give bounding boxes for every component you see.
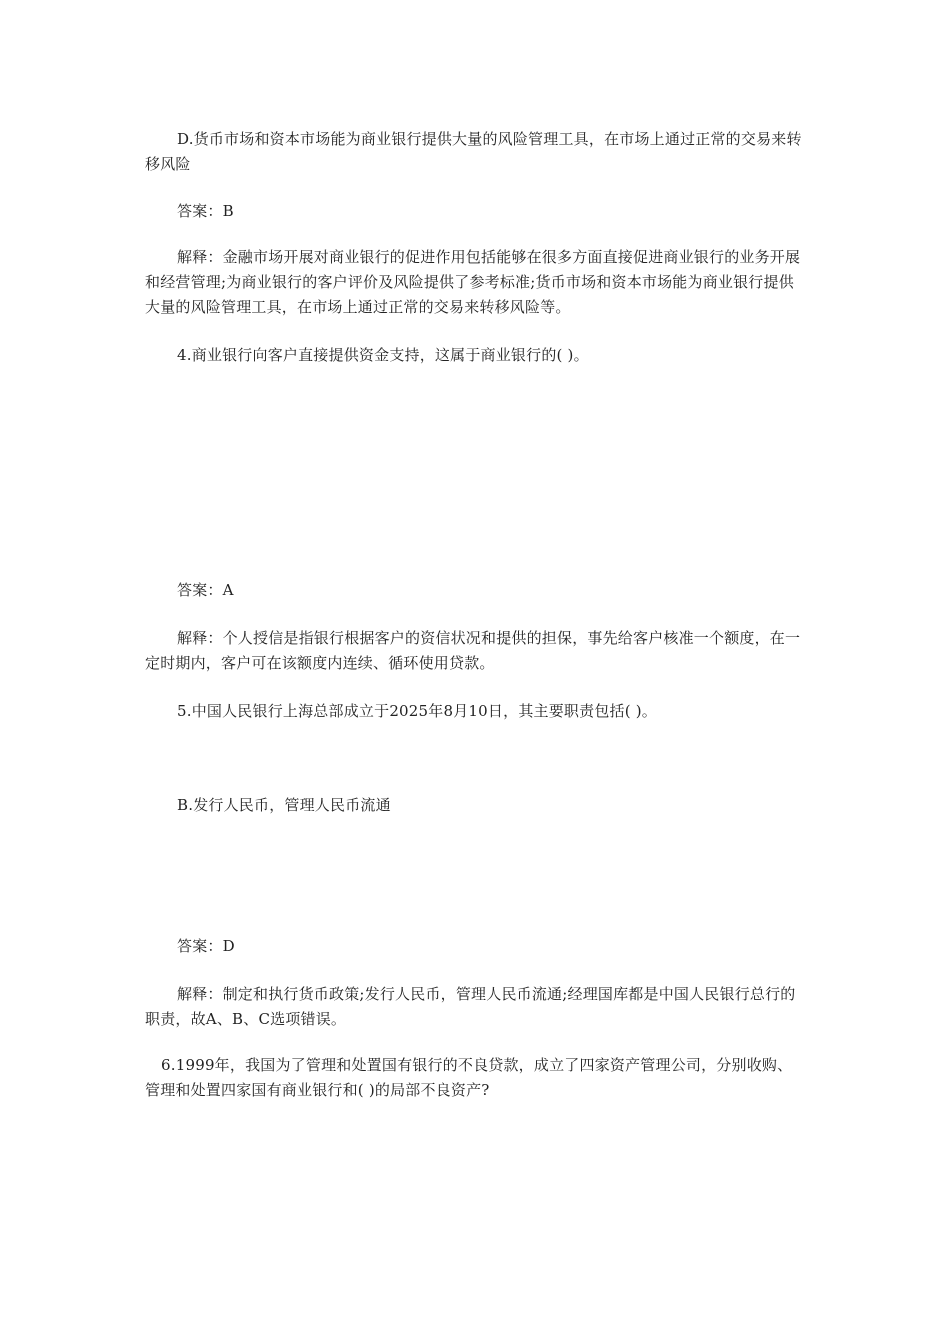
question-4-text: 4.商业银行向客户直接提供资金支持，这属于商业银行的( )。 [177, 346, 589, 364]
answer-line: 答案：B [177, 202, 234, 220]
option-b-text: B.发行人民币，管理人民币流通 [177, 796, 391, 814]
option-d-text: D.货币市场和资本市场能为商业银行提供大量的风险管理工具，在市场上通过正常的交易来转移风险 [145, 130, 802, 173]
answer-line: 答案：D [177, 937, 235, 955]
question-6-text: 6.1999年，我国为了管理和处置国有银行的不良贷款，成立了四家资产管理公司，分别收购、管理和处置四家国有商业银行和( )的局部不良资产? [145, 1056, 793, 1099]
answer-line: 答案：A [177, 581, 234, 599]
explanation-paragraph: 解释：制定和执行货币政策;发行人民币，管理人民币流通;经理国库都是中国人民银行总行的职责，故A、B、C选项错误。 [145, 985, 796, 1028]
explanation-paragraph: 解释：金融市场开展对商业银行的促进作用包括能够在很多方面直接促进商业银行的业务开展和经营管理;为商业银行的客户评价及风险提供了参考标准;货币市场和资本市场能为商业银行提供大量的风险管理工具，在市场上通过正常的交易来转移风险等。 [145, 248, 801, 316]
question-5-text: 5.中国人民银行上海总部成立于2025年8月10日，其主要职责包括( )。 [177, 702, 657, 720]
explanation-paragraph: 解释：个人授信是指银行根据客户的资信状况和提供的担保，事先给客户核准一个额度，在一定时期内，客户可在该额度内连续、循环使用贷款。 [145, 629, 801, 672]
